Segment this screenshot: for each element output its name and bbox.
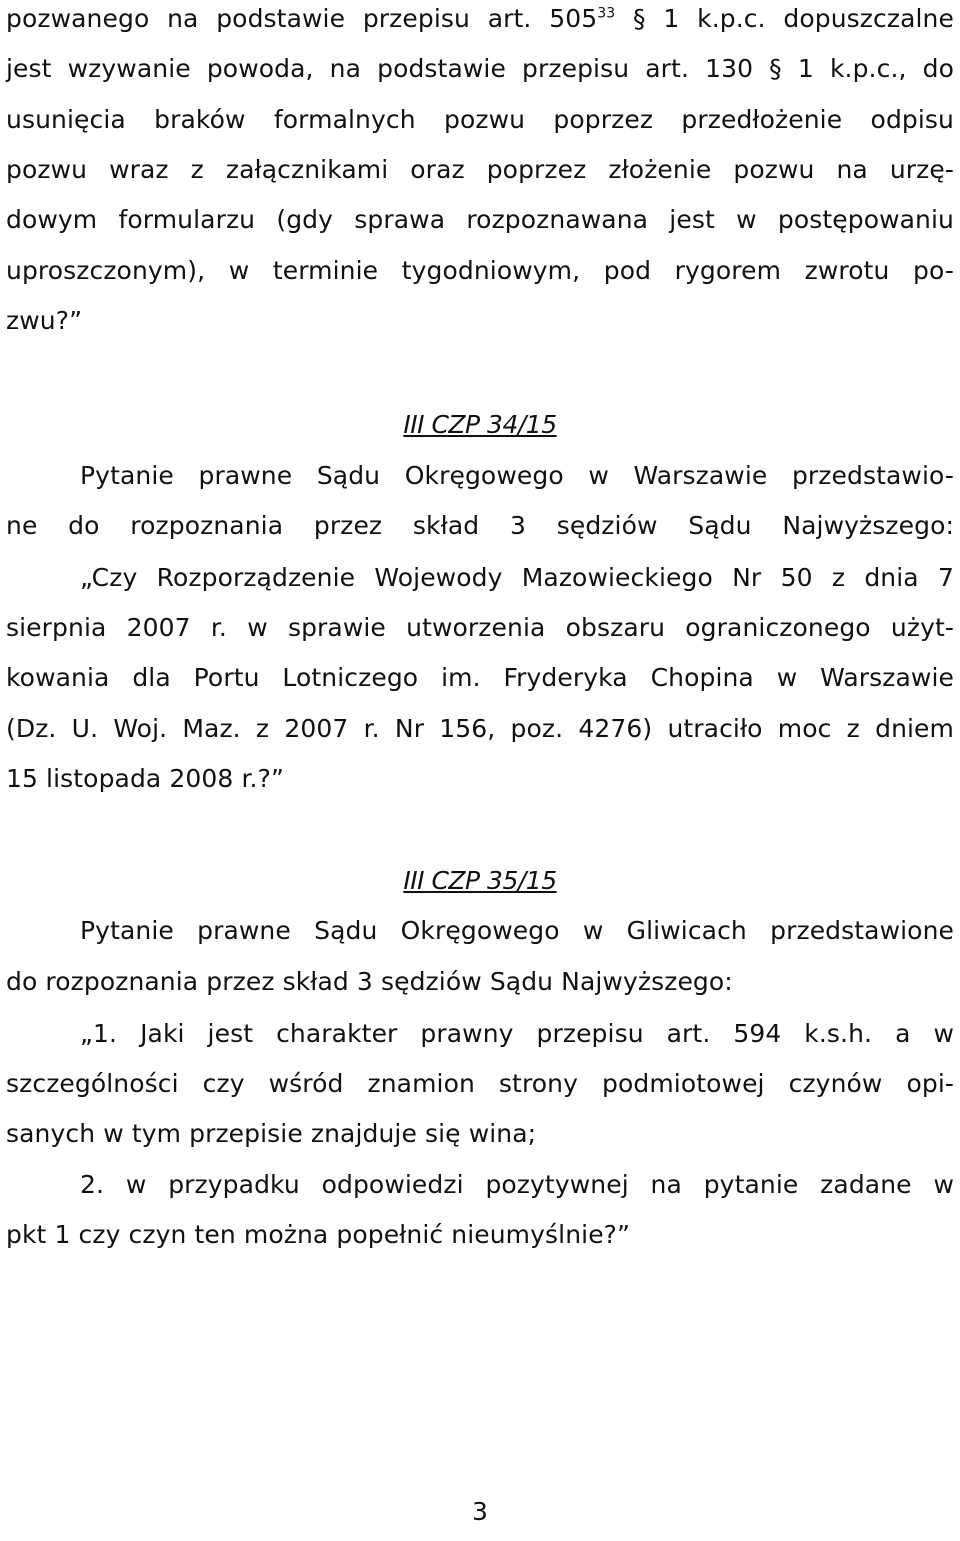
case2-line-6: 2. w przypadku odpowiedzi pozytywnej na pytanie zadane w: [80, 1170, 954, 1199]
case2-line-5: sanych w tym przepisie znajduje się wina;: [6, 1119, 537, 1148]
case1-line-2: ne do rozpoznania przez skład 3 sędziów Sądu Najwyższego:: [6, 511, 954, 540]
case2-line-7: pkt 1 czy czyn ten można popełnić nieumyślnie?”: [6, 1220, 631, 1249]
case2-line-1: Pytanie prawne Sądu Okręgowego w Gliwicach przedstawione: [80, 916, 954, 945]
page-number: 3: [472, 1497, 488, 1526]
intro-line-3: usunięcia braków formalnych pozwu poprzez przedłożenie odpisu: [6, 105, 954, 134]
case-signature-heading: III CZP 35/15: [403, 866, 557, 895]
intro-line-1: pozwanego na podstawie przepisu art. $505^{33}$ § 1 k.p.c. dopuszczalne: [6, 4, 954, 33]
intro-line-5: dowym formularzu (gdy sprawa rozpoznawana jest w postępowaniu: [6, 205, 954, 234]
case2-line-4: szczególności czy wśród znamion strony podmiotowej czynów opi-: [6, 1069, 954, 1098]
intro-line-2: jest wzywanie powoda, na podstawie przepisu art. 130 § 1 k.p.c., do: [6, 54, 954, 83]
case1-line-4: sierpnia 2007 r. w sprawie utworzenia obszaru ograniczonego użyt-: [6, 613, 954, 642]
case-signature-heading: III CZP 34/15: [403, 410, 557, 439]
superscript: 33: [597, 5, 616, 22]
intro-line-4: pozwu wraz z załącznikami oraz poprzez złożenie pozwu na urzę-: [6, 155, 954, 184]
case2-line-3: „1. Jaki jest charakter prawny przepisu art. 594 k.s.h. a w: [80, 1019, 954, 1048]
intro-line-7: zwu?”: [6, 306, 83, 335]
case1-line-6: (Dz. U. Woj. Maz. z 2007 r. Nr 156, poz. 4276) utraciło moc z dniem: [6, 714, 954, 743]
intro-line-6: uproszczonym), w terminie tygodniowym, pod rygorem zwrotu po-: [6, 256, 954, 285]
case1-line-1: Pytanie prawne Sądu Okręgowego w Warszawie przedstawio-: [80, 461, 954, 490]
case1-line-5: kowania dla Portu Lotniczego im. Fryderyka Chopina w Warszawie: [6, 663, 954, 692]
case1-line-3: „Czy Rozporządzenie Wojewody Mazowieckiego Nr 50 z dnia 7: [80, 563, 954, 592]
case1-line-7: 15 listopada 2008 r.?”: [6, 764, 285, 793]
case2-line-2: do rozpoznania przez skład 3 sędziów Sądu Najwyższego:: [6, 967, 733, 996]
